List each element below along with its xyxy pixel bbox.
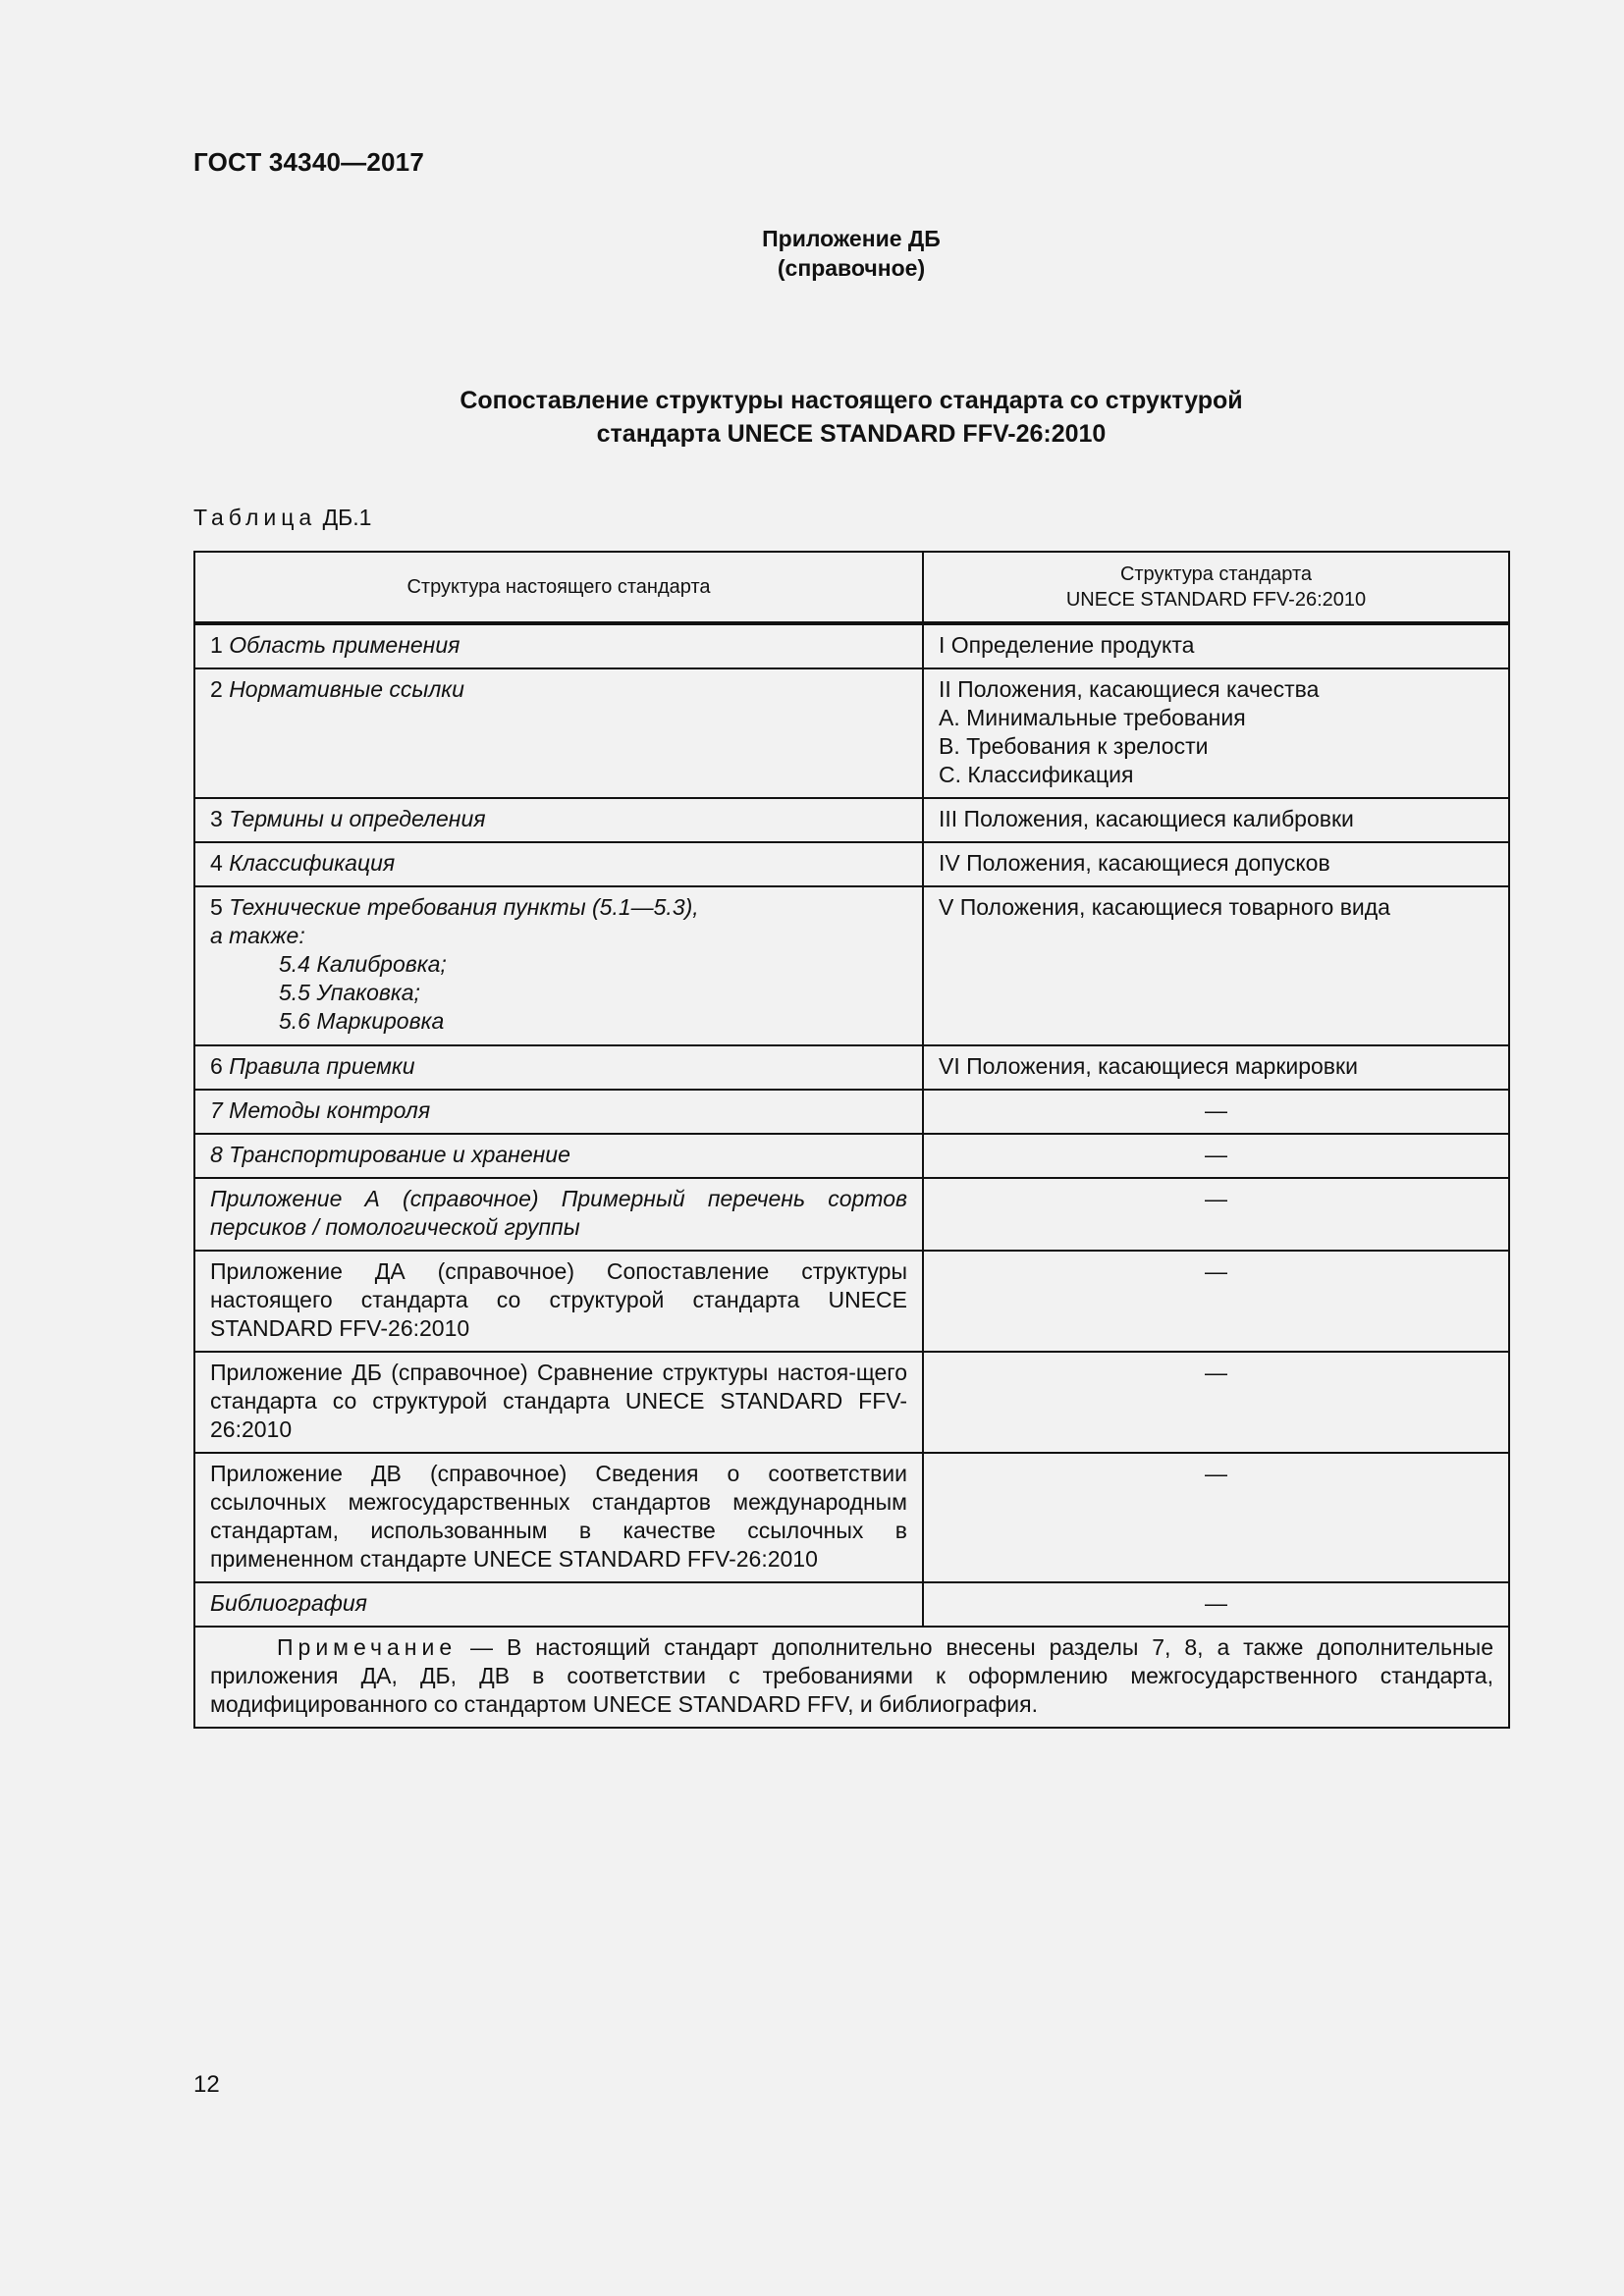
section-number: 4 xyxy=(210,850,223,876)
cell-current: Приложение ДВ (справочное) Сведения о соответствии ссылочных межгосударственных стандартов международным стандартам, использованным в качестве ссылочных в примененном стандарте UNECE STANDARD FFV-26:2010 xyxy=(194,1453,923,1582)
section-sub-item: 5.6 Маркировка xyxy=(279,1008,445,1034)
section-name: Классификация xyxy=(229,850,396,876)
header-unece-standard xyxy=(923,552,1509,623)
table-row xyxy=(194,842,1509,886)
cell-current xyxy=(194,668,923,798)
section-name: Область применения xyxy=(229,632,460,658)
table-row xyxy=(194,1134,1509,1178)
cell-unece-empty: — xyxy=(923,1582,1509,1627)
table-row xyxy=(194,798,1509,842)
section-number: 3 xyxy=(210,806,223,831)
cell-unece-empty: — xyxy=(923,1134,1509,1178)
cell-current xyxy=(194,623,923,668)
section-title-line-2: стандарта UNECE STANDARD FFV-26:2010 xyxy=(596,420,1107,448)
table-row xyxy=(194,623,1509,668)
table-caption-number: ДБ.1 xyxy=(322,505,372,530)
cell-current: 8 Транспортирование и хранение xyxy=(194,1134,923,1178)
section-number: 2 xyxy=(210,676,223,702)
cell-unece: III Положения, касающиеся калибровки xyxy=(923,798,1509,842)
table-note-row xyxy=(194,1627,1509,1728)
comparison-table xyxy=(193,551,1510,1729)
table-row xyxy=(194,1582,1509,1627)
cell-current: Приложение ДА (справочное) Сопоставление структуры настоящего стандарта со структурой стандарта UNECE STANDARD FFV-26:2010 xyxy=(194,1251,923,1352)
section-number: 5 xyxy=(210,894,223,920)
table-row xyxy=(194,668,1509,798)
cell-unece-empty: — xyxy=(923,1352,1509,1453)
section-number: 1 xyxy=(210,632,223,658)
cell-unece-empty: — xyxy=(923,1178,1509,1251)
note-label: Примечание xyxy=(277,1634,458,1660)
header-unece-line-1: Структура стандарта xyxy=(1119,563,1313,585)
section-sub-intro: а также: xyxy=(210,923,305,948)
section-number: 6 xyxy=(210,1053,223,1079)
unece-line: II Положения, касающиеся качества xyxy=(939,676,1320,702)
cell-current: Библиография xyxy=(194,1582,923,1627)
annex-type: (справочное) xyxy=(777,255,926,281)
cell-unece: I Определение продукта xyxy=(923,623,1509,668)
document-code: ГОСТ 34340—2017 xyxy=(193,147,424,177)
table-row xyxy=(194,1045,1509,1090)
cell-unece-empty: — xyxy=(923,1453,1509,1582)
cell-unece: V Положения, касающиеся товарного вида xyxy=(923,886,1509,1045)
cell-unece: VI Положения, касающиеся маркировки xyxy=(923,1045,1509,1090)
cell-unece-empty: — xyxy=(923,1090,1509,1134)
cell-current xyxy=(194,798,923,842)
cell-current xyxy=(194,842,923,886)
cell-unece-empty: — xyxy=(923,1251,1509,1352)
annex-title: Приложение ДБ xyxy=(762,226,941,251)
header-unece-line-2: UNECE STANDARD FFV-26:2010 xyxy=(1065,589,1367,611)
cell-current: 7 Методы контроля xyxy=(194,1090,923,1134)
table-caption xyxy=(193,505,371,531)
table-caption-prefix: Таблица xyxy=(193,505,317,530)
unece-line: A. Минимальные требования xyxy=(939,705,1246,730)
page-number: 12 xyxy=(193,2071,220,2098)
annex-heading xyxy=(0,224,1624,283)
note-text: — В настоящий стандарт дополнительно внесены разделы 7, 8, а также дополнительные приложения ДА, ДБ, ДВ в соответствии с требованиями к оформлению межгосударственного стандарта, модифицированного со стандартом UNECE STANDARD FFV, и библиография. xyxy=(210,1634,1493,1717)
unece-line: C. Классификация xyxy=(939,762,1134,787)
table-row xyxy=(194,1352,1509,1453)
cell-current: Приложение ДБ (справочное) Сравнение структуры настоя-щего стандарта со структурой стандарта UNECE STANDARD FFV-26:2010 xyxy=(194,1352,923,1453)
section-title xyxy=(0,384,1624,451)
section-title-line-1: Сопоставление структуры настоящего стандарта со структурой xyxy=(460,387,1243,414)
table-row xyxy=(194,886,1509,1045)
section-sub-item: 5.4 Калибровка; xyxy=(279,951,447,977)
section-name: Термины и определения xyxy=(229,806,486,831)
cell-current: Приложение А (справочное) Примерный перечень сортов персиков / помологической группы xyxy=(194,1178,923,1251)
cell-current xyxy=(194,1045,923,1090)
section-name: Технические требования пункты (5.1—5.3), xyxy=(229,894,699,920)
table-row xyxy=(194,1178,1509,1251)
table-row xyxy=(194,1090,1509,1134)
section-name: Нормативные ссылки xyxy=(229,676,464,702)
cell-current xyxy=(194,886,923,1045)
table-note xyxy=(194,1627,1509,1728)
section-name: Правила приемки xyxy=(229,1053,415,1079)
table-row xyxy=(194,1251,1509,1352)
section-sub-item: 5.5 Упаковка; xyxy=(279,980,420,1005)
table-header-row xyxy=(194,552,1509,623)
unece-line: B. Требования к зрелости xyxy=(939,733,1209,759)
header-current-standard: Структура настоящего стандарта xyxy=(194,552,923,623)
cell-unece: IV Положения, касающиеся допусков xyxy=(923,842,1509,886)
cell-unece xyxy=(923,668,1509,798)
table-row xyxy=(194,1453,1509,1582)
